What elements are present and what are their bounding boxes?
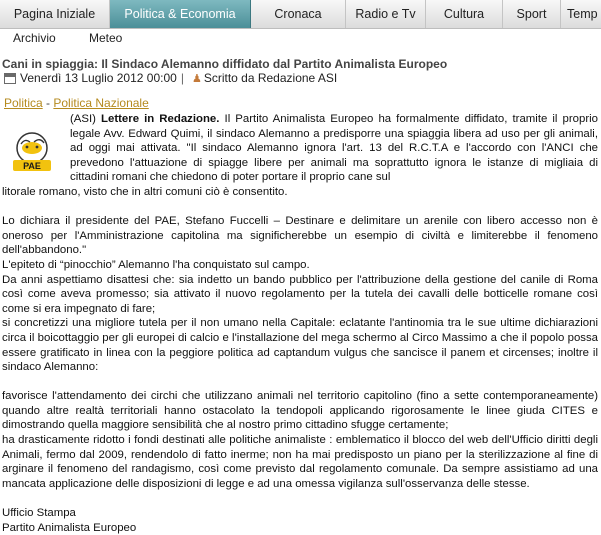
category-separator: - bbox=[46, 96, 51, 110]
category-link-politica[interactable]: Politica bbox=[4, 96, 43, 110]
tab-politica-economia[interactable]: Politica & Economia bbox=[110, 0, 251, 28]
tab-cultura[interactable]: Cultura bbox=[426, 0, 503, 28]
article-title: Cani in spiaggia: Il Sindaco Alemanno diffidato dal Partito Animalista Europeo bbox=[2, 57, 448, 71]
tab-pagina-iniziale[interactable]: Pagina Iniziale bbox=[0, 0, 110, 28]
signature-line-1: Ufficio Stampa bbox=[2, 507, 76, 520]
paragraph-3: Da anni aspettiamo disattesi che: sia indetto un bando pubblico per l'attribuzione della gestione del canile di Roma così come aveva promesso; sia attivato il nuovo regolamento per la tutela dei cavalli delle botticelle romane così come si era impegnato di fare; bbox=[2, 273, 598, 315]
tab-sport[interactable]: Sport bbox=[503, 0, 561, 28]
category-link-politica-nazionale[interactable]: Politica Nazionale bbox=[53, 96, 149, 110]
paragraph-6: ha drasticamente ridotto i fondi destinati alle politiche animaliste : emblematico il blocco del web dell'Ufficio diritti degli Animali, fermo dal 2009, rendendolo di fatto inerme; non ha mai predisposto un piano per la sterilizzazione al fine di arginare il fenomeno del randagismo, così come previsto dal regolamento comunale. Da sempre assistiamo ad una mancata applicazione delle disposizioni di legge e ad una omessa vigilanza sull'osservanza delle stesse. bbox=[2, 434, 598, 490]
meta-separator: | bbox=[180, 71, 184, 85]
intro-rest: Il Partito Animalista Europeo ha formalmente diffidato, tramite il proprio legale Avv. Edward Quimi, il sindaco Alemanno a predisporre una spiaggia libera ad uso per gli animali, ad oggi mai attivata. "Il sindaco Alemanno ignora l'art. 13 del R.C.T.A e l'accordo con l'ANCI che prevedono l'attuazione di spiagge libere per animali ma soprattutto ignora le istanze di migliaia di cittadini romani che chiedono di poter portare il proprio cane sul bbox=[70, 113, 598, 184]
intro-bold: Lettere in Redazione. bbox=[101, 113, 220, 125]
signature-line-2: Partito Animalista Europeo bbox=[2, 521, 137, 534]
article-date: Venerdì 13 Luglio 2012 00:00 bbox=[20, 71, 177, 85]
intro-tail: litorale romano, visto che in altri comuni ciò è consentito. bbox=[2, 185, 288, 198]
intro-paragraph bbox=[2, 112, 598, 185]
article-author: Scritto da Redazione ASI bbox=[203, 71, 338, 85]
paragraph-2: L'epiteto di “pinocchio” Alemanno l'ha conquistato sul campo. bbox=[2, 258, 310, 271]
main-nav bbox=[0, 0, 601, 29]
tab-radio-tv[interactable]: Radio e Tv bbox=[346, 0, 426, 28]
tab-tempo[interactable]: Temp bbox=[567, 7, 598, 21]
breadcrumb-categories bbox=[4, 96, 149, 110]
calendar-icon bbox=[4, 73, 16, 84]
signature bbox=[2, 506, 598, 535]
author-icon: ♟ bbox=[191, 72, 202, 85]
intro-lead: (ASI) bbox=[70, 113, 96, 125]
logo-text: PAE bbox=[23, 161, 41, 171]
subnav-archivio[interactable]: Archivio bbox=[13, 31, 56, 45]
article-body bbox=[2, 112, 598, 535]
paragraph-5: favorisce l'attendamento dei circhi che utilizzano animali nel territorio capitolino (fino a sette contemporaneamente) quando altre realtà territoriali hanno ostacolato la tendopoli applicando rigorosamente le linee giuda CITES e dimostrando quella maggiore sensibilità che al nostro primo cittadino sfugge certamente; bbox=[2, 390, 598, 432]
subnav-meteo[interactable]: Meteo bbox=[89, 31, 123, 45]
article-meta bbox=[4, 71, 337, 85]
paragraph-4: si concretizzi una migliore tutela per il non umano nella Capitale: eclatante l'antinomia tra le sue ultime dichiarazioni circa il boicottaggio per gli europei di calcio e l'installazione del mega schermo al Circo Massimo a che il popolo possa essere gratificato in linea con la peggiore politica ad captandum vulgus che sancisce il panem et circenses; inoltre il sindaco Alemanno: bbox=[2, 317, 598, 374]
tab-cronaca[interactable]: Cronaca bbox=[251, 0, 346, 28]
paragraph-1: Lo dichiara il presidente del PAE, Stefano Fuccelli – Destinare e delimitare un arenile con libero accesso non è oneroso per l'Amministrazione capitolina ma significherebbe un esempio di civiltà e limiterebbe il fenomeno dell'abbandono." bbox=[2, 215, 598, 257]
